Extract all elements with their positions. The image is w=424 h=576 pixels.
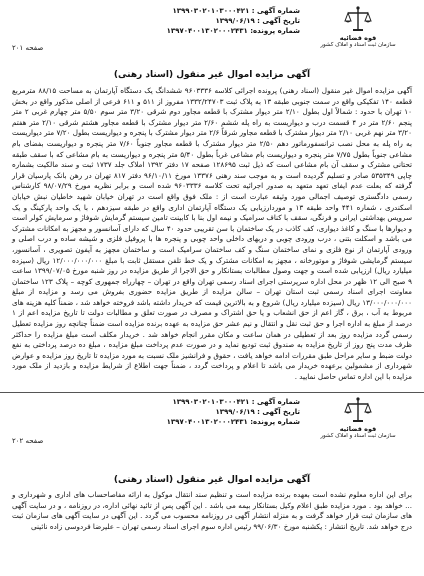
notice-reference-block — [70, 6, 300, 36]
page-number: صفحه ۲۰۱ — [12, 44, 44, 52]
notice-date: تاریخ آگهی : ۱۳۹۹/۰۶/۱۹ — [215, 17, 300, 25]
judiciary-label: قوه قضائیه — [339, 425, 377, 433]
judiciary-emblem — [318, 4, 398, 49]
scales-of-justice-icon — [343, 395, 373, 425]
notice-title: آگهی مزایده اموال غیر منقول (اسناد رهنی) — [113, 475, 311, 485]
organization-name: سازمان ثبت اسناد و املاک کشور — [320, 433, 396, 439]
page-number: صفحه ۲۰۲ — [12, 437, 44, 445]
organization-name: سازمان ثبت اسناد و املاک کشور — [320, 42, 396, 48]
notice-body: آگهی مزایده اموال غیر منقول (اسناد رهنی) پرونده اجرائی کلاسه ۹۶۰۳۳۳۶ ششدانگ یک دستگاه آپارتمان به مساحت ۸۸/۱۵ مترمربع قطعه ۱۴۰ تفکیکی واقع در سمت جنوبی طبقه ۱۳ به پلاک ثبت ۱۳۳۲/۲۴۷۰۳ مفروز از ۵۱۱ و ۶۱۱ فرعی از اصلی مذکور واقع در بخش ۱۰ تهران با حدود : شمالاً اول بطول ۲/۱۰ متر دیوار مشترک با قطعه مجاور دوم شرقی ۳/۲۰ متر سوم ۵/۵۰ متر چهارم غربی ۲ متر پنجم ۲/۶۰ متر در ۴ قسمت درب و دیواریست به راه پله ششم ۲/۶۰ متر دیوار مشترک با قطعه مجاور هشتم شرقی ۲/۱۰ متر هفتم ۳/۲۰ متر نهم غربی ۲/۱۰ متر دیوار مشترک با قطعه مجاور شرقاً ۲/۶ متر دیوار مشترک با پنجره و دیواریست بطول ۷/۲۰ متر دیواریست به راه پله به محل نصب ترانسفورماتور دهم ۲/۵۰ متر دیوار مشترک با قطعه مجاور جنوباً ۷/۶۰ متر پنجره و دیواریست بفضای بام مشاعی جنوباً بطول ۷/۷۵ متر پنجره و دیواریست بام مشاعی غرباً بطول ۵/۴۰ متر پنجره و دیواریست به بام مشاعی که با سقف طبقه تحتانی مشترک و سقف آن بام مشاعی است که ذیل ثبت ۱۲۸۶۹۵ صفحه ۱۷ دفتر ۱۳۹۲ املاک جلد ۱۷۳۷ ثبت و سند مالکیت بشماره چاپی ۵۳۵۳۴۹ صادر و تسلیم گردیده است و به موجب سند رهنی ۱۳۳۷۶ مورخ ۹۶/۱۰/۱۱ دفتر ۸۱۷ تهران در رهن بانک پارسیان قرار گرفته که بعلت عدم ایفای تعهد متعهد به صدور اجرائیه تحت کلاسه ۹۶۰۳۳۳۶ شده است و برابر نظریه مورخ ۹۸/۰۷/۲۹ کارشناس رسمی دادگستری توصیف اجمالی مورد وثیقه عبارت است از : ملک فوق واقع است در تهران خیابان شهید خاطیان نبش خیابان اسکندری ، شماره ۴۴۱ واحد طبقه ۱۳ و موردارزیابی یک دستگاه آپارتمان اداری واقع در طبقه سیزدهم ، با یک واحد پارکینگ و یک سرویس بهداشتی ایرانی و فرنگی، سقف با کناف سرامیک و نیمه اول بنا با کابینت تامین سیستم گرمایش شوفاژ و سرمایش کولر است و دیوارها با سنگ و کاغذ دیواری، کف کاذب در یک ساختمان با سن تقریبی حدود ۴۰ سال که دارای آسانسور و مجهز به امکانات مشترک می باشد و اسکلت بتنی ، درب ورودی چوبی و دربهای داخلی واحد چوبی و پنجره ها با پروفیل فلزی و شیشه ساده و درب اصلی و ورودی آپارتمان از نوع فلزی و نمای ساختمان سنگ و کف ساختمان سرامیک است و ساختمان مجهز به آیفون تصویری ، آسانسور، سیستم گرمایشی شوفاژ و موتورخانه ، مجهز به امکانات مشترک و یک خط تلفن مستقل ثابت با مبلغ ۱۲/۰۰۰/۰۰۰/۰۰۰ ریال (سیزده میلیارد ریال) ارزیابی شده است و جهت وصول مطالبات بستانکار و حق الاجرا از طریق مزایده در روز شنبه مورخ ۱۳۹۹/۰۷/۰۵ ساعت ۹ صبح الی ۱۲ ظهر در محل اداره سرپرستی اجرای اسناد رسمی تهران واقع در تهران – چهارراه جمهوری کوچه – پلاک ۱۲۳ ساختمان معاونت اجرای اسناد رسمی ثبت استان تهران – سالن مزایده از طریق مزایده حضوری بفروش می رسد و مزایده از مبلغ ۱۳/۰۰۰/۰۰۰/۰۰۰ ریال (سیزده میلیارد ریال) شروع و به بالاترین قیمت که خریدار داشته باشد فروخته خواهد شد ، ضمناً کلیه هزینه های مربوط به آب ، برق ، گاز اعم از حق انشعاب و یا حق اشتراک و مصرف در صورت تعلق و مطالبات دولت تا تاریخ مزایده اعم از ۱ درصد از مبلغ به اداره اجرا و حق ثبت نقل و انتقال و نیم عشر حق مزایده به عهده برنده مزایده است ضمناً چنانچه روز مزایده تعطیل رسمی گردد مزایده روز بعد از تعطیلی در همان ساعت و مکان مقرر انجام خواهد شد . خریدار مکلف است مبلغ مزایده را حداکثر ظرف مدت پنج روز از تاریخ مزایده به صندوق ثبت تودیع نماید و در صورت عدم پرداخت مبلغ مزایده ، مبلغ ده درصد پرداختی به نفع دولت ضبط و سایر مراحل طبق مقررات ادامه خواهد یافت ، حقوق و فرانشیز ملک نسبت به مورد مزایده تا تاریخ روز مزایده و عوارض شهرداری از مشمولین برعهده خریدار می باشد تا اعلام و پرداخت گردد ، ضمناً جهت اطلاع از شرایط مزایده و بازدید از ملک مورد مزایده با این اداره تماس حاصل نمایید . — [12, 86, 413, 382]
case-number: شماره پرونده: ۱۳۹۷۰۴۰۰۱۳۰۲۰۰۰۲۴۳۱ — [166, 27, 300, 35]
notice-body: برای این اداره معلوم نشده است بعهده برنده مزایده است و تنظیم سند انتقال موکول به ارائه مفاصاحساب های اداری و شهرداری و ... خواهد بود . مورد مزایده طبق اعلام وکیل بستانکار بیمه می باشد . این آگهی پس از تائید نهائی اداره، در روزنامه ، و در سایت آگهی های سازمان ثبت قرار خواهد گرفت و به منزله انتشار آگهی در روزنامه محسوب می گردد . این آگهی در سایت آگهی های سازمان ثبت درج خواهد شد. تاریخ انتشار : یکشنبه مورخ ۹۹/۰۶/۳۰ رئیس اداره سوم اجرای اسناد رسمی تهران – علیرضا فردوسی زاده نائینی — [12, 490, 412, 531]
judiciary-label: قوه قضائیه — [339, 34, 377, 42]
notice-number: شماره آگهی : ۱۳۹۹۰۳۰۲۰۱۰۳۰۰۰۴۲۱ — [172, 398, 300, 406]
scales-of-justice-icon — [343, 4, 373, 34]
notice-reference-block — [70, 397, 300, 427]
notice-number: شماره آگهی : ۱۳۹۹۰۳۰۲۰۱۰۳۰۰۰۴۲۱ — [172, 7, 300, 15]
notice-date: تاریخ آگهی : ۱۳۹۹/۰۶/۱۹ — [215, 408, 300, 416]
judiciary-emblem — [318, 395, 398, 440]
notice-title: آگهی مزایده اموال غیر منقول (اسناد رهنی) — [113, 70, 311, 80]
case-number: شماره پرونده: ۱۳۹۷۰۴۰۰۱۳۰۲۰۰۰۲۴۳۱ — [166, 418, 300, 426]
auction-notice-2 — [0, 393, 424, 576]
